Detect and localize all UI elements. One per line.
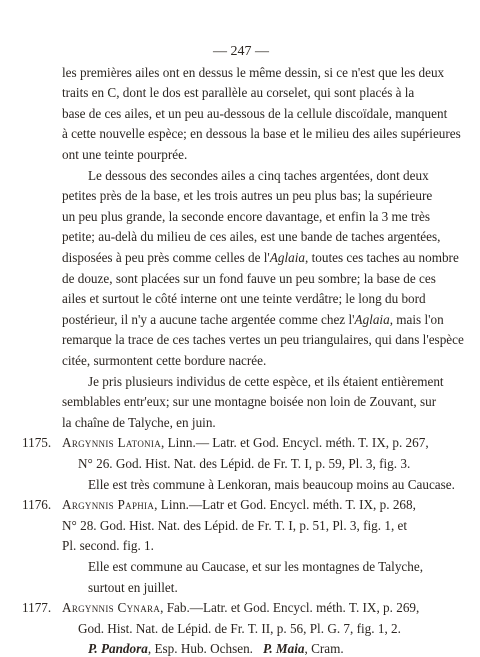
entry-note: surtout en juillet.: [88, 579, 178, 595]
text-line: Le dessous des secondes ailes a cinq taches argentées, dont deux: [88, 167, 429, 183]
entry-number: 1177.: [22, 600, 52, 616]
text-line: ailes et surtout le côté interne ont une teinte verdâtre; le long du bord: [62, 291, 426, 307]
text-line: base de ces ailes, et un peu au-dessous de la cellule discoïdale, manquent: [62, 105, 448, 121]
text-line: semblables entr'eux; sur une montagne boisée non loin de Zouvant, sur: [62, 394, 437, 410]
text-line: postérieur, il n'y a aucune tache argentée comme chez l'Aglaia, mais l'on: [62, 311, 444, 327]
text-line: citée, surmontent cette bordure nacrée.: [62, 353, 267, 368]
text-line: de douze, sont placées sur un fond fauve un peu sombre; la base de ces: [62, 270, 436, 286]
text-line: petites près de la base, et les trois autres un peu plus bas; la supérieure: [62, 188, 433, 204]
entry-heading: Argynnis Latonia, Linn.— Latr. et God. Encycl. méth. T. IX, p. 267,: [62, 435, 429, 451]
text-line: les premières ailes ont en dessus le même dessin, si ce n'est que les deux: [62, 64, 445, 80]
entry-synonyms: P. Pandora, Esp. Hub. Ochsen. P. Maia, Cram.: [88, 641, 344, 657]
synonym-name: P. Maia: [262, 641, 305, 657]
entry-note: Elle est très commune à Lenkoran, mais beaucoup moins au Caucase.: [88, 476, 455, 492]
entry-reference: Pl. second. fig. 1.: [62, 538, 154, 554]
entry-reference: N° 26. God. Hist. Nat. des Lépid. de Fr. T. I, p. 59, Pl. 3, fig. 3.: [78, 456, 411, 471]
entry-reference: God. Hist. Nat. de Lépid. de Fr. T. II, p. 56, Pl. G. 7, fig. 1, 2.: [78, 620, 401, 636]
text-line: petite; au-delà du milieu de ces ailes, est une bande de taches argentées,: [62, 229, 441, 245]
text-line: Je pris plusieurs individus de cette espèce, et ils étaient entièrement: [88, 373, 444, 389]
synonym-name: P. Pandora: [88, 641, 148, 657]
species-title: Argynnis Cynara: [62, 600, 161, 616]
text-line: disposées à peu près comme celles de l'Aglaia, toutes ces taches au nombre: [62, 250, 459, 265]
text-line: un peu plus grande, la seconde encore davantage, et enfin la 3 me très: [62, 208, 431, 224]
text-line: à cette nouvelle espèce; en dessous la base et le milieu des ailes supérieures: [62, 126, 461, 142]
species-name: Aglaia: [269, 250, 305, 265]
text-line: ont une teinte pourprée.: [62, 147, 188, 162]
entry-heading: Argynnis Cynara, Fab.—Latr. et God. Encycl. méth. T. IX, p. 269,: [62, 600, 420, 616]
entry-heading: Argynnis Paphia, Linn.—Latr et God. Encycl. méth. T. IX, p. 268,: [62, 497, 416, 513]
text-line: traits en C, dont le dos est parallèle au corselet, qui sont placés à la: [62, 85, 415, 101]
species-title: Argynnis Latonia: [62, 435, 162, 451]
text-line: la chaîne de Talyche, en juin.: [62, 414, 216, 430]
entry-note: Elle est commune au Caucase, et sur les montagnes de Talyche,: [88, 559, 424, 574]
entry-number: 1176.: [22, 497, 52, 513]
entry-reference: N° 28. God. Hist. Nat. des Lépid. de Fr. T. I, p. 51, Pl. 3, fig. 1, et: [62, 517, 408, 533]
page-number: — 247 —: [213, 44, 269, 59]
species-name: Aglaia: [354, 311, 390, 327]
text-line: remarque la trace de ces taches vertes un peu triangulaires, qui dans l'espèce: [62, 332, 464, 348]
species-title: Argynnis Paphia: [62, 497, 155, 513]
entry-number: 1175.: [22, 435, 52, 451]
